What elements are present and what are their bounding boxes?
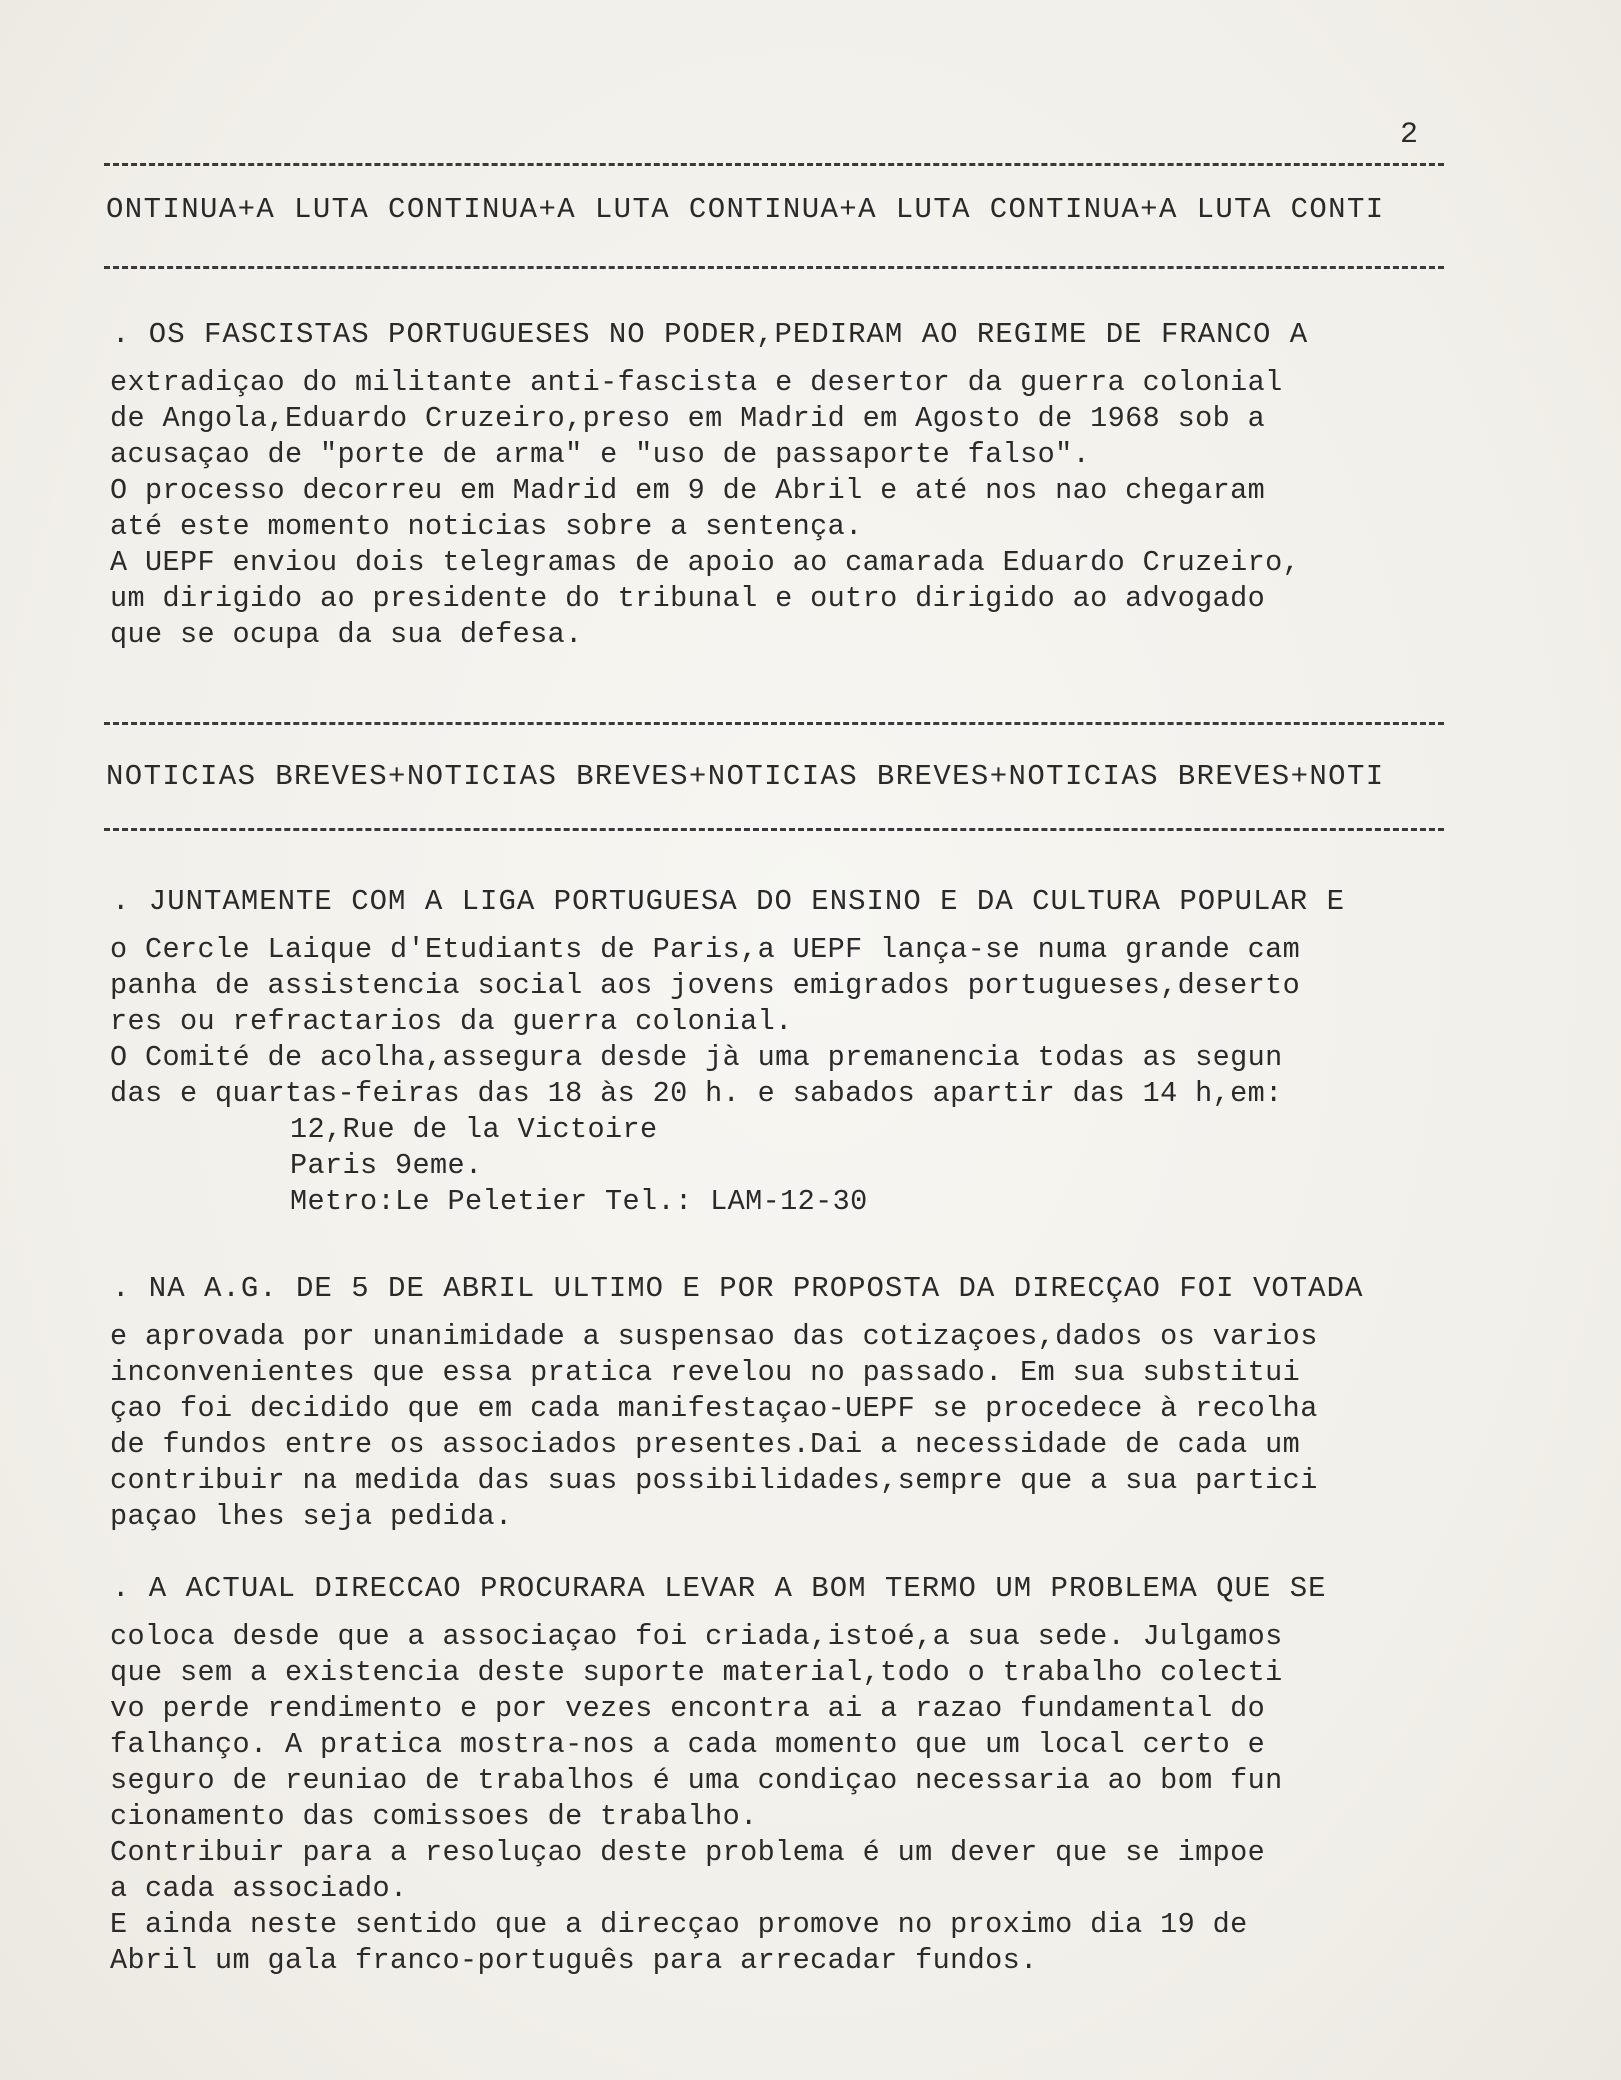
text-line: coloca desde que a associaçao foi criada,istoé,a sua sede. Julgamos [110,1620,1283,1653]
article-cotizacoes [110,1272,1480,1535]
dashed-rule [104,722,1444,725]
text-line: paçao lhes seja pedida. [110,1500,513,1533]
text-line: o Cercle Laique d'Etudiants de Paris,a UEPF lança-se numa grande cam [110,933,1301,966]
text-line: falhanço. A pratica mostra-nos a cada momento que um local certo e [110,1728,1266,1761]
text-line: Contribuir para a resoluçao deste problema é um dever que se impoe [110,1836,1266,1869]
article-heading: . JUNTAMENTE COM A LIGA PORTUGUESA DO ENSINO E DA CULTURA POPULAR E [112,885,1345,918]
text-line: E ainda neste sentido que a direcçao promove no proximo dia 19 de [110,1908,1248,1941]
text-line: acusaçao de "porte de arma" e "uso de passaporte falso". [110,438,1091,471]
text-line: e aprovada por unanimidade a suspensao das cotizaçoes,dados os varios [110,1320,1318,1353]
text-line: res ou refractarios da guerra colonial. [110,1005,793,1038]
article-sede [110,1572,1480,1979]
text-line: seguro de reuniao de trabalhos é uma condiçao necessaria ao bom fun [110,1764,1283,1797]
article-heading: . A ACTUAL DIRECCAO PROCURARA LEVAR A BOM TERMO UM PROBLEMA QUE SE [112,1572,1327,1605]
text-line: O Comité de acolha,assegura desde jà uma premanencia todas as segun [110,1041,1283,1074]
dashed-rule [104,266,1444,269]
page-number: 2 [1400,118,1420,152]
banner-continua-a-luta: ONTINUA+A LUTA CONTINUA+A LUTA CONTINUA+A LUTA CONTINUA+A LUTA CONTI [106,193,1385,226]
text-line: contribuir na medida das suas possibilidades,sempre que a sua partici [110,1464,1318,1497]
text-line: vo perde rendimento e por vezes encontra ai a razao fundamental do [110,1692,1266,1725]
text-line: até este momento noticias sobre a sentença. [110,510,863,543]
text-line: inconvenientes que essa pratica revelou no passado. Em sua substitui [110,1356,1301,1389]
address-line: 12,Rue de la Victoire [290,1113,658,1146]
dashed-rule [104,828,1444,831]
text-line: Abril um gala franco-português para arrecadar fundos. [110,1944,1038,1977]
text-line: cionamento das comissoes de trabalho. [110,1800,758,1833]
text-line: de fundos entre os associados presentes.Dai a necessidade de cada um [110,1428,1301,1461]
text-line: panha de assistencia social aos jovens emigrados portugueses,deserto [110,969,1301,1002]
article-extradicao [110,318,1480,653]
address-line: Metro:Le Peletier Tel.: LAM-12-30 [290,1185,868,1218]
text-line: çao foi decidido que em cada manifestaçao-UEPF se procedece à recolha [110,1392,1318,1425]
text-line: a cada associado. [110,1872,408,1905]
text-line: O processo decorreu em Madrid em 9 de Abril e até nos nao chegaram [110,474,1266,507]
article-heading: . NA A.G. DE 5 DE ABRIL ULTIMO E POR PROPOSTA DA DIRECÇAO FOI VOTADA [112,1272,1364,1305]
text-line: um dirigido ao presidente do tribunal e outro dirigido ao advogado [110,582,1266,615]
banner-noticias-breves: NOTICIAS BREVES+NOTICIAS BREVES+NOTICIAS BREVES+NOTICIAS BREVES+NOTI [106,760,1385,793]
article-heading: . OS FASCISTAS PORTUGUESES NO PODER,PEDIRAM AO REGIME DE FRANCO A [112,318,1309,351]
address-line: Paris 9eme. [290,1149,483,1182]
text-line: extradiçao do militante anti-fascista e desertor da guerra colonial [110,366,1283,399]
text-line: que se ocupa da sua defesa. [110,618,583,651]
dashed-rule [104,163,1444,166]
text-line: A UEPF enviou dois telegramas de apoio ao camarada Eduardo Cruzeiro, [110,546,1301,579]
text-line: de Angola,Eduardo Cruzeiro,preso em Madrid em Agosto de 1968 sob a [110,402,1266,435]
article-assistencia-social [110,885,1480,1220]
text-line: que sem a existencia deste suporte material,todo o trabalho colecti [110,1656,1283,1689]
text-line: das e quartas-feiras das 18 às 20 h. e sabados apartir das 14 h,em: [110,1077,1283,1110]
